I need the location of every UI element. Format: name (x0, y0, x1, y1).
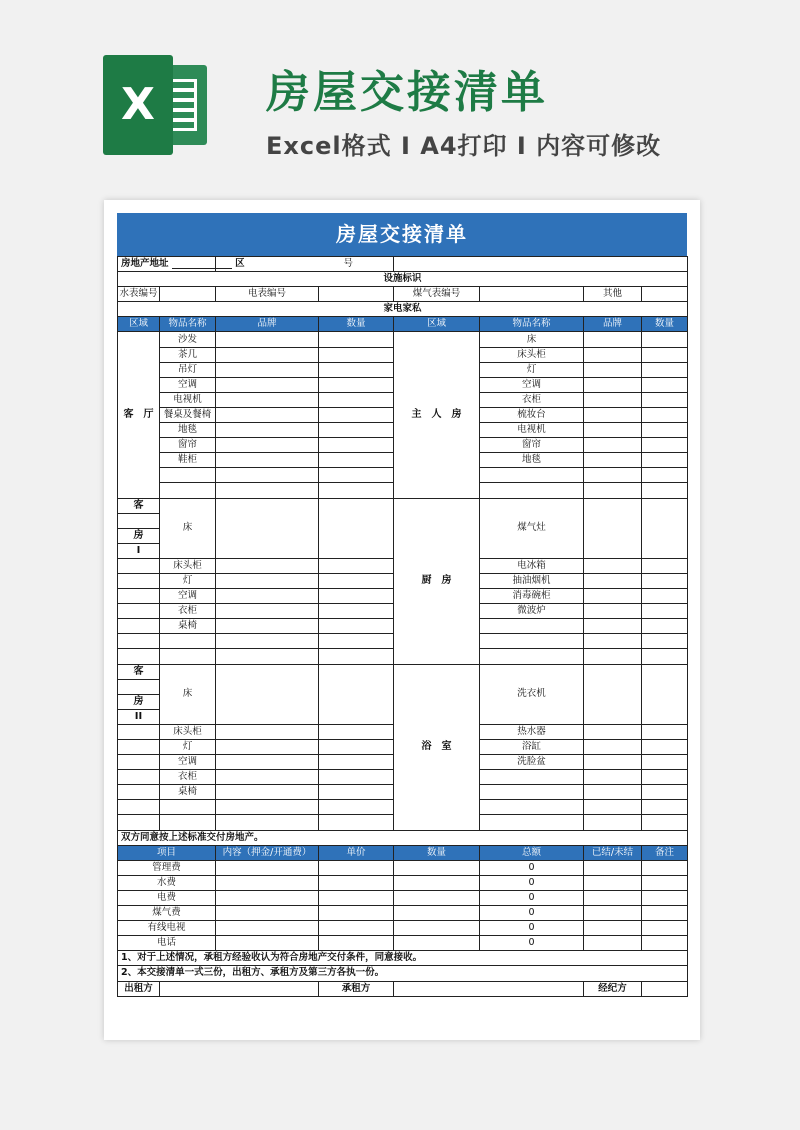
item-name: 吊灯 (160, 362, 216, 377)
brand-field[interactable] (216, 785, 319, 800)
qty-field[interactable] (319, 724, 394, 739)
item-name: 梳妆台 (480, 407, 584, 422)
furniture-row (118, 332, 688, 347)
qty-field[interactable] (319, 558, 394, 573)
qty-field[interactable] (319, 332, 394, 347)
qty-field[interactable] (642, 483, 688, 498)
fee-price[interactable] (319, 875, 394, 890)
brand-field[interactable] (584, 755, 642, 770)
item-name: 床头柜 (160, 724, 216, 739)
item-name: 洗脸盆 (480, 755, 584, 770)
region-blank (118, 589, 160, 604)
qty-field[interactable] (319, 407, 394, 422)
fee-content[interactable] (216, 921, 319, 936)
qty-field[interactable] (319, 634, 394, 649)
qty-field[interactable] (319, 468, 394, 483)
fee-item: 电话 (118, 936, 216, 951)
brand-field[interactable] (584, 498, 642, 558)
fee-col-item: 项目 (118, 845, 216, 860)
brand-field[interactable] (216, 664, 319, 724)
handover-table (117, 256, 688, 997)
qty-field[interactable] (642, 770, 688, 785)
fee-item: 有线电视 (118, 921, 216, 936)
landlord-sign[interactable] (160, 981, 319, 996)
col-brand: 品牌 (584, 317, 642, 332)
item-name: 地毯 (480, 453, 584, 468)
qty-field[interactable] (319, 664, 394, 724)
region-blank (118, 815, 160, 830)
qty-field[interactable] (642, 755, 688, 770)
qty-field[interactable] (319, 755, 394, 770)
brand-field[interactable] (584, 332, 642, 347)
qty-field[interactable] (642, 634, 688, 649)
item-name: 桌椅 (160, 785, 216, 800)
brand-field[interactable] (584, 377, 642, 392)
qty-field[interactable] (319, 589, 394, 604)
qty-field[interactable] (642, 785, 688, 800)
qty-field[interactable] (642, 815, 688, 830)
item-name: 餐桌及餐椅 (160, 407, 216, 422)
item-name: 空调 (480, 377, 584, 392)
region-label (118, 513, 160, 528)
item-name: 地毯 (160, 423, 216, 438)
brand-field[interactable] (584, 619, 642, 634)
fee-status[interactable] (584, 875, 642, 890)
fee-row (118, 936, 688, 951)
item-name: 微波炉 (480, 604, 584, 619)
qty-field[interactable] (642, 347, 688, 362)
qty-field[interactable] (319, 483, 394, 498)
tenant-label: 承租方 (319, 981, 394, 996)
brand-field[interactable] (216, 619, 319, 634)
fee-qty[interactable] (394, 906, 480, 921)
fee-status[interactable] (584, 906, 642, 921)
fee-note[interactable] (642, 875, 688, 890)
fee-col-content: 内容（押金/开通费） (216, 845, 319, 860)
item-name: 衣柜 (160, 770, 216, 785)
item-name: 消毒碗柜 (480, 589, 584, 604)
item-name: 衣柜 (480, 392, 584, 407)
col-qty: 数量 (642, 317, 688, 332)
water-meter-value[interactable] (160, 287, 216, 302)
sheet-title: 房屋交接清单 (117, 213, 687, 256)
page-header (0, 0, 800, 190)
fee-total: 0 (480, 936, 584, 951)
brand-field[interactable] (216, 423, 319, 438)
brand-field[interactable] (584, 407, 642, 422)
excel-logo-icon: X (103, 55, 211, 155)
qty-field[interactable] (642, 619, 688, 634)
item-name: 床头柜 (160, 558, 216, 573)
fee-price[interactable] (319, 890, 394, 905)
brand-field[interactable] (584, 453, 642, 468)
fee-row (118, 921, 688, 936)
region-label: I (118, 543, 160, 558)
brand-field[interactable] (216, 815, 319, 830)
electric-meter-value[interactable] (319, 287, 394, 302)
item-name (480, 468, 584, 483)
item-name (160, 800, 216, 815)
region-blank (118, 649, 160, 664)
address-label: 房地产地址 (121, 258, 169, 270)
item-name: 窗帘 (160, 438, 216, 453)
item-name (480, 483, 584, 498)
note-2: 2、本交接清单一式三份，出租方、承租方及第三方各执一份。 (118, 966, 688, 981)
fee-content[interactable] (216, 875, 319, 890)
fee-total: 0 (480, 906, 584, 921)
brand-field[interactable] (216, 377, 319, 392)
brand-field[interactable] (584, 634, 642, 649)
item-name: 床头柜 (480, 347, 584, 362)
col-qty: 数量 (319, 317, 394, 332)
fee-price[interactable] (319, 860, 394, 875)
region-label: II (118, 709, 160, 724)
landlord-label: 出租方 (118, 981, 160, 996)
fee-row (118, 906, 688, 921)
fee-status[interactable] (584, 921, 642, 936)
item-name: 床 (160, 664, 216, 724)
brand-field[interactable] (584, 785, 642, 800)
qty-field[interactable] (319, 800, 394, 815)
col-item: 物品名称 (160, 317, 216, 332)
brand-field[interactable] (584, 483, 642, 498)
brand-field[interactable] (216, 483, 319, 498)
brand-field[interactable] (216, 453, 319, 468)
agent-sign[interactable] (642, 981, 688, 996)
agent-label: 经纪方 (584, 981, 642, 996)
handover-sheet (117, 213, 687, 997)
fee-col-total: 总额 (480, 845, 584, 860)
region-label: 客 (118, 664, 160, 679)
region-label (118, 679, 160, 694)
brand-field[interactable] (584, 589, 642, 604)
col-brand: 品牌 (216, 317, 319, 332)
qty-field[interactable] (319, 362, 394, 377)
fee-price[interactable] (319, 921, 394, 936)
qty-field[interactable] (319, 498, 394, 558)
item-name: 床 (480, 332, 584, 347)
qty-field[interactable] (642, 423, 688, 438)
brand-field[interactable] (216, 362, 319, 377)
qty-field[interactable] (642, 573, 688, 588)
item-name (480, 619, 584, 634)
item-name: 衣柜 (160, 604, 216, 619)
fee-content[interactable] (216, 890, 319, 905)
brand-field[interactable] (584, 604, 642, 619)
item-name (160, 815, 216, 830)
col-region: 区域 (118, 317, 160, 332)
electric-meter-label: 电表编号 (216, 287, 319, 302)
qty-field[interactable] (319, 770, 394, 785)
other-meter-value[interactable] (642, 287, 688, 302)
item-name: 空调 (160, 589, 216, 604)
furniture-row (118, 498, 688, 513)
item-name (480, 770, 584, 785)
qty-field[interactable] (319, 453, 394, 468)
item-name (480, 649, 584, 664)
qty-field[interactable] (319, 377, 394, 392)
brand-field[interactable] (584, 558, 642, 573)
col-region: 区域 (394, 317, 480, 332)
qty-field[interactable] (319, 785, 394, 800)
tenant-sign[interactable] (394, 981, 584, 996)
furniture-section-title: 家电家私 (118, 302, 688, 317)
item-name: 热水器 (480, 724, 584, 739)
brand-field[interactable] (216, 589, 319, 604)
brand-field[interactable] (216, 558, 319, 573)
item-name: 电视机 (480, 423, 584, 438)
brand-field[interactable] (216, 740, 319, 755)
region-label: 房 (118, 528, 160, 543)
brand-field[interactable] (584, 362, 642, 377)
address-blank[interactable] (394, 257, 688, 272)
col-item: 物品名称 (480, 317, 584, 332)
page-title: 房屋交接清单 (266, 67, 548, 118)
fee-item: 电费 (118, 890, 216, 905)
item-name: 床 (160, 498, 216, 558)
qty-field[interactable] (319, 423, 394, 438)
brand-field[interactable] (584, 800, 642, 815)
item-name: 窗帘 (480, 438, 584, 453)
item-name: 灯 (160, 573, 216, 588)
fee-total: 0 (480, 921, 584, 936)
gas-meter-label: 煤气表编号 (394, 287, 480, 302)
region-blank (118, 724, 160, 739)
region-label: 客 (118, 498, 160, 513)
region-blank (118, 573, 160, 588)
brand-field[interactable] (216, 800, 319, 815)
facility-section-title: 设施标识 (118, 272, 688, 287)
qty-field[interactable] (319, 392, 394, 407)
item-name: 桌椅 (160, 619, 216, 634)
region-blank (118, 619, 160, 634)
fee-item: 管理费 (118, 860, 216, 875)
region-blank (118, 785, 160, 800)
item-name (160, 649, 216, 664)
qty-field[interactable] (642, 362, 688, 377)
fee-note[interactable] (642, 890, 688, 905)
other-meter-label: 其他 (584, 287, 642, 302)
qty-field[interactable] (642, 800, 688, 815)
region-label: 房 (118, 694, 160, 709)
region-blank (118, 558, 160, 573)
qty-field[interactable] (642, 649, 688, 664)
brand-field[interactable] (216, 498, 319, 558)
brand-field[interactable] (216, 407, 319, 422)
brand-field[interactable] (216, 634, 319, 649)
qty-field[interactable] (319, 649, 394, 664)
sign-row (118, 981, 688, 996)
item-name: 灯 (160, 740, 216, 755)
qty-field[interactable] (642, 498, 688, 558)
fee-total: 0 (480, 875, 584, 890)
brand-field[interactable] (216, 770, 319, 785)
qty-field[interactable] (319, 347, 394, 362)
item-name: 煤气灶 (480, 498, 584, 558)
furniture-row (118, 664, 688, 679)
qty-field[interactable] (642, 453, 688, 468)
qty-field[interactable] (319, 740, 394, 755)
fee-status[interactable] (584, 890, 642, 905)
note-row (118, 966, 688, 981)
qty-field[interactable] (642, 740, 688, 755)
note-1: 1、对于上述情况，承租方经验收认为符合房地产交付条件，同意接收。 (118, 951, 688, 966)
brand-field[interactable] (584, 649, 642, 664)
address-cell (118, 257, 245, 272)
fee-col-status: 已结/未结 (584, 845, 642, 860)
item-name (160, 634, 216, 649)
brand-field[interactable] (216, 332, 319, 347)
item-name: 浴缸 (480, 740, 584, 755)
brand-field[interactable] (584, 392, 642, 407)
qty-field[interactable] (319, 815, 394, 830)
region-blank (118, 755, 160, 770)
region-master: 主 人 房 (394, 332, 480, 498)
qty-field[interactable] (319, 619, 394, 634)
brand-field[interactable] (216, 392, 319, 407)
qty-field[interactable] (642, 589, 688, 604)
fee-item: 水费 (118, 875, 216, 890)
item-name (480, 785, 584, 800)
qty-field[interactable] (319, 604, 394, 619)
fee-row (118, 890, 688, 905)
brand-field[interactable] (584, 347, 642, 362)
qty-field[interactable] (642, 558, 688, 573)
qty-field[interactable] (642, 468, 688, 483)
region-blank (118, 770, 160, 785)
note-row (118, 951, 688, 966)
item-name: 空调 (160, 377, 216, 392)
document-page (104, 200, 700, 1040)
agree-text: 双方同意按上述标准交付房地产。 (118, 830, 688, 845)
fee-col-qty: 数量 (394, 845, 480, 860)
brand-field[interactable] (216, 649, 319, 664)
fee-note[interactable] (642, 860, 688, 875)
fee-col-note: 备注 (642, 845, 688, 860)
brand-field[interactable] (584, 468, 642, 483)
fee-col-price: 单价 (319, 845, 394, 860)
address-number: 号 (343, 258, 354, 270)
item-name (480, 800, 584, 815)
region-blank (118, 604, 160, 619)
fees-header-row (118, 845, 688, 860)
fee-note[interactable] (642, 936, 688, 951)
fee-total: 0 (480, 890, 584, 905)
region-right: 浴 室 (394, 664, 480, 830)
brand-field[interactable] (216, 604, 319, 619)
brand-field[interactable] (216, 468, 319, 483)
item-name: 空调 (160, 755, 216, 770)
fee-row (118, 875, 688, 890)
qty-field[interactable] (319, 438, 394, 453)
fee-content[interactable] (216, 936, 319, 951)
item-name (480, 634, 584, 649)
qty-field[interactable] (642, 438, 688, 453)
brand-field[interactable] (216, 755, 319, 770)
agree-row (118, 830, 688, 845)
item-name (480, 815, 584, 830)
qty-field[interactable] (642, 332, 688, 347)
region-blank (118, 800, 160, 815)
fee-price[interactable] (319, 936, 394, 951)
item-name: 鞋柜 (160, 453, 216, 468)
brand-field[interactable] (584, 573, 642, 588)
gas-meter-value[interactable] (480, 287, 584, 302)
item-name: 灯 (480, 362, 584, 377)
fee-note[interactable] (642, 921, 688, 936)
brand-field[interactable] (584, 664, 642, 724)
fee-qty[interactable] (394, 921, 480, 936)
item-name: 电冰箱 (480, 558, 584, 573)
page-subtitle: Excel格式 I A4打印 I 内容可修改 (266, 132, 662, 160)
region-blank (118, 740, 160, 755)
region-living: 客 厅 (118, 332, 160, 498)
region-blank (118, 634, 160, 649)
brand-field[interactable] (584, 770, 642, 785)
fee-status[interactable] (584, 936, 642, 951)
item-name: 沙发 (160, 332, 216, 347)
qty-field[interactable] (642, 724, 688, 739)
brand-field[interactable] (216, 438, 319, 453)
qty-field[interactable] (642, 604, 688, 619)
brand-field[interactable] (584, 423, 642, 438)
fee-total: 0 (480, 860, 584, 875)
brand-field[interactable] (216, 347, 319, 362)
item-name: 洗衣机 (480, 664, 584, 724)
fee-note[interactable] (642, 906, 688, 921)
qty-field[interactable] (642, 377, 688, 392)
region-right: 厨 房 (394, 498, 480, 664)
fee-qty[interactable] (394, 860, 480, 875)
water-meter-label: 水表编号 (118, 287, 160, 302)
fee-qty[interactable] (394, 936, 480, 951)
fee-price[interactable] (319, 906, 394, 921)
brand-field[interactable] (584, 724, 642, 739)
qty-field[interactable] (319, 573, 394, 588)
brand-field[interactable] (584, 815, 642, 830)
brand-field[interactable] (216, 573, 319, 588)
fee-item: 煤气费 (118, 906, 216, 921)
qty-field[interactable] (642, 392, 688, 407)
fee-status[interactable] (584, 860, 642, 875)
fee-row (118, 860, 688, 875)
brand-field[interactable] (584, 740, 642, 755)
item-name: 茶几 (160, 347, 216, 362)
fee-qty[interactable] (394, 875, 480, 890)
fee-content[interactable] (216, 860, 319, 875)
address-district: 区 (235, 258, 245, 270)
brand-field[interactable] (216, 724, 319, 739)
fee-qty[interactable] (394, 890, 480, 905)
fee-content[interactable] (216, 906, 319, 921)
item-name: 抽油烟机 (480, 573, 584, 588)
qty-field[interactable] (642, 407, 688, 422)
qty-field[interactable] (642, 664, 688, 724)
brand-field[interactable] (584, 438, 642, 453)
item-name (160, 468, 216, 483)
item-name: 电视机 (160, 392, 216, 407)
item-name (160, 483, 216, 498)
